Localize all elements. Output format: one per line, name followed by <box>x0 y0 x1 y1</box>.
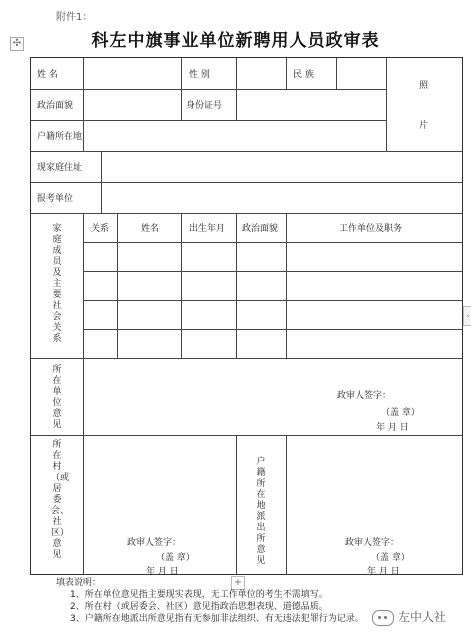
photo-label-2: 片 <box>419 121 429 131</box>
instruction-item: 3、户籍所在地派出所意见指有无参加非法组织、有无违法犯罪行为记录。 <box>70 614 364 624</box>
police-signer-label: 政审人签字： <box>345 538 400 548</box>
photo-label-1: 照 <box>419 81 429 91</box>
family-header-employer: 工作单位及职务 <box>339 224 403 234</box>
add-row-plus-icon[interactable]: + <box>231 576 245 590</box>
ethnicity-label: 民 族 <box>293 70 314 80</box>
police-seal-label: （盖 章） <box>371 553 410 563</box>
instruction-item: 1、所在单位意见指主要现实表现，无工作单位的考生不需填写。 <box>70 590 328 600</box>
instructions-block <box>56 577 364 625</box>
applying-unit-label: 报考单位 <box>37 194 74 204</box>
family-header-name: 姓名 <box>141 224 160 234</box>
unit-signer-label: 政审人签字： <box>337 391 392 401</box>
id-number-label: 身份证号 <box>186 101 223 111</box>
family-section-label: 家庭成员及主要社会关系 <box>52 224 62 344</box>
political-status-label: 政治面貌 <box>37 101 74 111</box>
instruction-item: 2、所在村（或居委会、社区）意见指政治思想表现、道德品质。 <box>70 602 328 612</box>
unit-opinion-label: 所在单位意见 <box>52 365 62 430</box>
village-signer-label: 政审人签字： <box>127 538 182 548</box>
watermark-text: 左中人社 <box>398 610 447 624</box>
unit-date-label: 年 月 日 <box>376 423 409 433</box>
gender-label: 性 别 <box>189 70 210 80</box>
current-address-label: 现家庭住址 <box>37 163 83 173</box>
unit-seal-label: （盖 章） <box>381 408 420 418</box>
wechat-icon <box>372 610 394 626</box>
instructions-heading: 填表说明： <box>56 578 102 588</box>
family-header-political: 政治面貌 <box>242 224 279 234</box>
watermark <box>372 608 446 626</box>
household-location-label: 户籍所在地 <box>37 132 83 142</box>
village-date-label: 年 月 日 <box>146 567 179 577</box>
table-move-handle-icon[interactable]: ✣ <box>10 37 24 51</box>
right-edge-tab-icon[interactable]: ‹ <box>463 306 471 326</box>
attachment-label: 附件1： <box>56 12 93 23</box>
village-seal-label: （盖 章） <box>156 553 195 563</box>
village-opinion-label: 所在村（或居委会、社区）意见 <box>51 440 70 560</box>
family-header-birth: 出生年月 <box>189 224 226 234</box>
name-label: 姓 名 <box>37 70 58 80</box>
police-opinion-label: 户籍所在地派出所意见 <box>256 457 266 566</box>
form-title: 科左中旗事业单位新聘用人员政审表 <box>91 31 380 51</box>
police-date-label: 年 月 日 <box>367 567 400 577</box>
review-form-table <box>30 57 463 575</box>
family-header-relation: 关系 <box>91 224 110 234</box>
